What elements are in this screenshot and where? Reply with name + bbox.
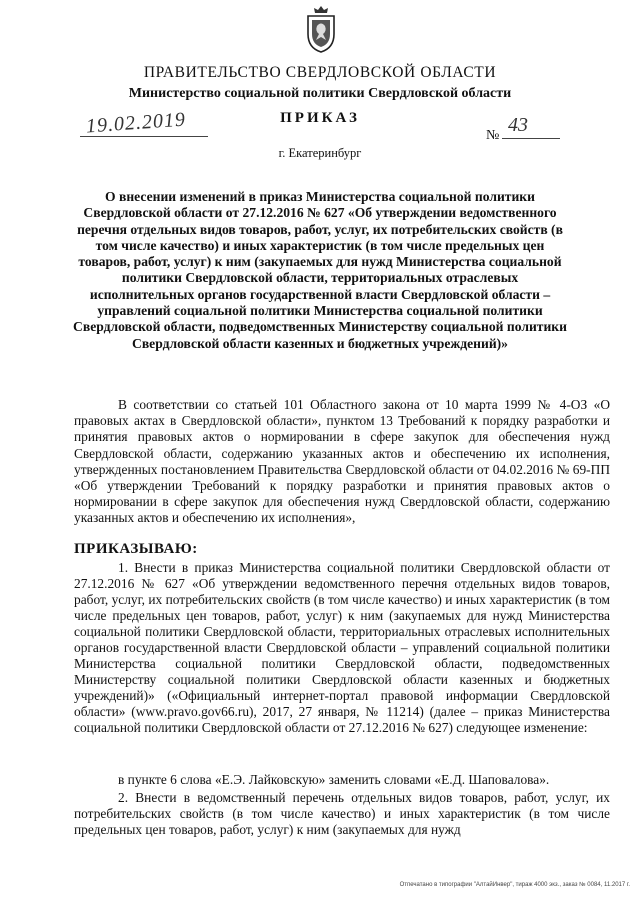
- ministry-title: Министерство социальной политики Свердловской области: [128, 86, 512, 101]
- handwritten-date: 19.02.2019: [85, 108, 187, 138]
- item-1-paragraph: 1. Внести в приказ Министерства социальной политики Свердловской области от 27.12.2016 № 627 «Об утверждении ведомственного перечня отдельных видов товаров, работ, услуг, их потребительских свойств (в том числе качество) и иных характеристик (в том числе предельных цен товаров, работ, услуг) к ним (закупаемых для нужд Министерства социальной политики Свердловской области, территориальных отраслевых исполнительных органов государственной власти Свердловской области – управлений социальной политики Министерства социальной политики Свердловской области, подведомственных Министерству социальной политики Свердловской области казенных и бюджетных учреждений)» («Официальный интернет-портал правовой информации Свердловской области» (www.pravo.gov66.ru), 2017, 27 января, № 11214) (далее – приказ Министерства социальной политики Свердловской области от 27.12.2016 № 627) следующее изменение:: [74, 560, 610, 735]
- number-label: №: [486, 128, 500, 143]
- city: г. Екатеринбург: [278, 146, 362, 160]
- government-title: ПРАВИТЕЛЬСТВО СВЕРДЛОВСКОЙ ОБЛАСТИ: [143, 64, 497, 81]
- order-subject: О внесении изменений в приказ Министерства социальной политики Свердловской области от 27.12.2016 № 627 «Об утверждении ведомственного перечня отдельных видов товаров, работ, услуг, их потребительских свойств (в том числе качество) и иных характеристик (в том числе предельных цен товаров, работ, услуг) к ним (закупаемых для нужд Министерства социальной политики Свердловской области, территориальных отраслевых исполнительных органов государственной власти Свердловской области – управлений социальной политики Министерства социальной политики Свердловской области, подведомственных Министерству социальной политики Свердловской области казенных и бюджетных учреждений)»: [73, 189, 567, 351]
- number-underline: [502, 138, 560, 139]
- print-note: Отпечатано в типографии "АлтайИнвер", тираж 4000 экз., заказ № 0084, 11.2017 г.: [399, 882, 630, 888]
- order-title: ПРИКАЗ: [280, 110, 360, 126]
- command-heading: ПРИКАЗЫВАЮ:: [74, 541, 198, 557]
- coat-of-arms-emblem: [304, 4, 338, 54]
- date-underline: [80, 136, 208, 137]
- handwritten-number: 43: [508, 114, 528, 136]
- preamble-paragraph: В соответствии со статьей 101 Областного закона от 10 марта 1999 № 4-ОЗ «О правовых актах в Свердловской области», пунктом 13 Требований к порядку разработки и принятия правовых актов о нормировании в сфере закупок для обеспечения нужд Свердловской области, содержанию указанных актов и обеспечению их исполнения, утвержденных постановлением Правительства Свердловской области от 04.02.2016 № 69-ПП «Об утверждении Требований к порядку разработки и принятия правовых актов о нормировании в сфере закупок для обеспечения нужд Свердловской области, содержанию указанных актов и обеспечению их исполнения»,: [74, 397, 610, 526]
- item-1-change: в пункте 6 слова «Е.Э. Лайковскую» заменить словами «Е.Д. Шаповалова».: [118, 772, 550, 787]
- item-2-paragraph: 2. Внести в ведомственный перечень отдельных видов товаров, работ, услуг, их потребительских свойств (в том числе качество) и иных характеристик (в том числе предельных цен товаров, работ, услуг) к ним (закупаемых для нужд: [74, 790, 610, 838]
